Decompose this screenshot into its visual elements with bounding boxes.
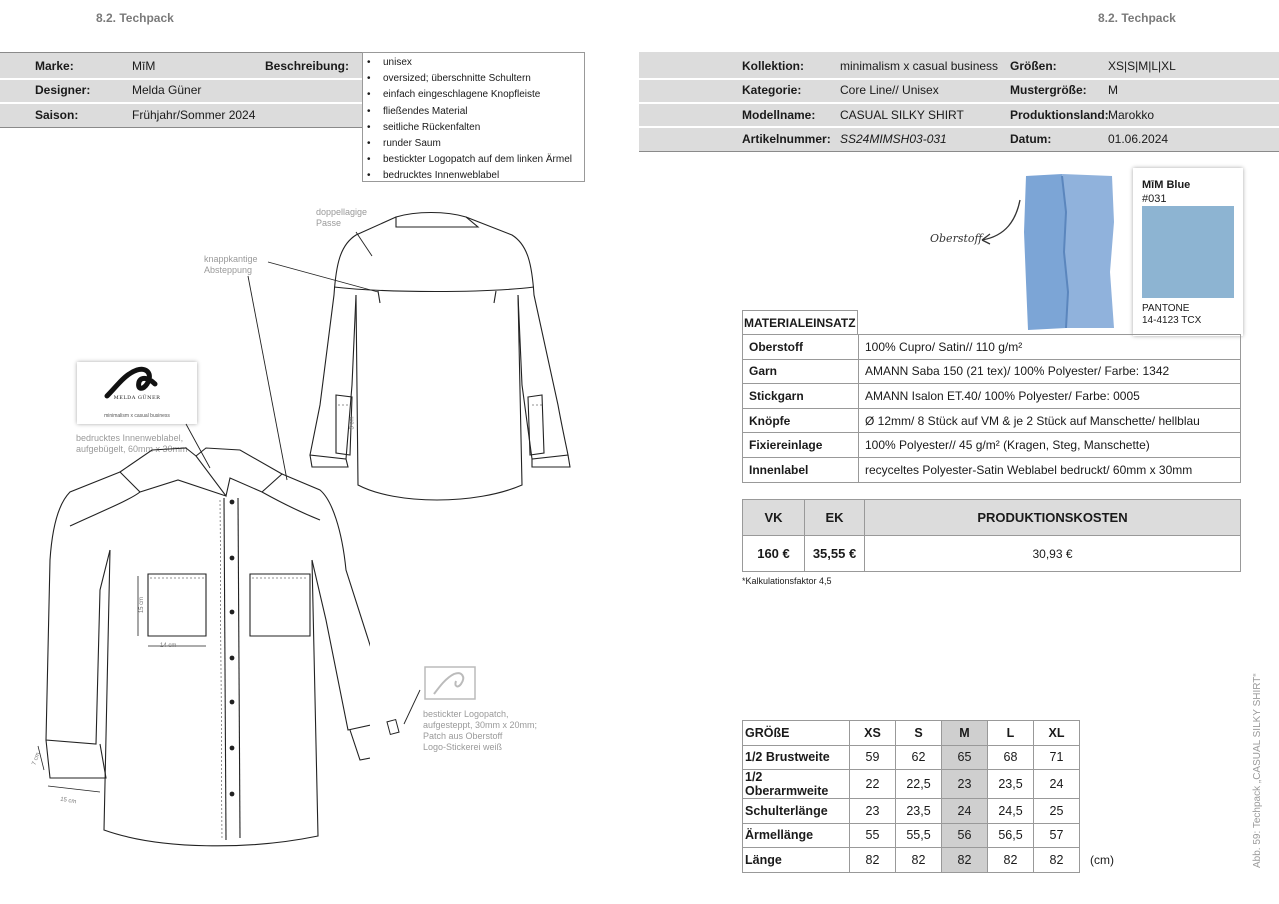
datum-value: 01.06.2024: [1108, 132, 1169, 146]
spacer: [1080, 745, 1115, 770]
dim-15: 15 cm: [139, 596, 146, 614]
size-cell: 56,5: [988, 823, 1034, 848]
size-header: GRÖßE: [743, 721, 850, 746]
size-cell: 68: [988, 745, 1034, 770]
side-caption: Abb. 59: Techpack „CASUAL SILKY SHIRT“: [1252, 673, 1263, 868]
divider: [639, 102, 1279, 104]
mustergroesse-value: M: [1108, 83, 1118, 97]
annotation-text: doppellagige: [316, 207, 368, 217]
artikelnummer-label: Artikelnummer:: [742, 132, 831, 146]
designer-value: Melda Güner: [132, 83, 202, 97]
size-cell: 57: [1034, 823, 1080, 848]
artikelnummer-value: SS24MIMSH03-031: [840, 132, 947, 146]
spacer: [1080, 721, 1115, 746]
groessen-value: XS|S|M|L|XL: [1108, 59, 1176, 73]
fabric-panel: [1024, 174, 1068, 330]
material-value: 100% Polyester// 45 g/m² (Kragen, Steg, Manschette): [859, 433, 1241, 458]
saison-value: Frühjahr/Sommer 2024: [132, 108, 256, 122]
kollektion-label: Kollektion:: [742, 59, 804, 73]
cost-note: *Kalkulationsfaktor 4,5: [742, 576, 832, 586]
color-chip: [1142, 206, 1234, 298]
beschreibung-item: • oversized; überschnitte Schultern: [367, 71, 584, 87]
cost-table: [742, 499, 1241, 572]
table-row: [743, 408, 1241, 433]
material-key: Stickgarn: [743, 384, 859, 409]
mustergroesse-label: Mustergröße:: [1010, 83, 1087, 97]
table-row: [743, 359, 1241, 384]
annotation-text: bestickter Logopatch,: [423, 709, 509, 719]
dim-15b: 15 cm: [59, 796, 77, 806]
material-key: Oberstoff: [743, 335, 859, 360]
beschreibung-item: • unisex: [367, 55, 584, 71]
material-key: Fixiereinlage: [743, 433, 859, 458]
designer-label: Designer:: [35, 83, 91, 97]
table-row: [743, 770, 1115, 799]
table-row: [743, 433, 1241, 458]
size-header: M: [942, 721, 988, 746]
modellname-value: CASUAL SILKY SHIRT: [840, 108, 964, 122]
vk-header: VK: [743, 500, 805, 536]
page-header-left: 8.2. Techpack: [96, 11, 174, 25]
datum-label: Datum:: [1010, 132, 1052, 146]
pantone-code: 14-4123 TCX: [1142, 315, 1202, 326]
ek-header: EK: [805, 500, 865, 536]
brand-name: MELDA GÜNER: [113, 395, 161, 401]
material-key: Garn: [743, 359, 859, 384]
table-row: [743, 384, 1241, 409]
fabric-sample: [1022, 172, 1118, 330]
spacer: [1080, 770, 1115, 799]
table-row: [743, 335, 1241, 360]
material-key: Knöpfe: [743, 408, 859, 433]
size-cell: 23: [942, 770, 988, 799]
table-row: [743, 721, 1115, 746]
produktionskosten-header: PRODUKTIONSKOSTEN: [865, 500, 1241, 536]
material-value: 100% Cupro/ Satin// 110 g/m²: [859, 335, 1241, 360]
size-key: Ärmellänge: [743, 823, 850, 848]
marke-value: MīM: [132, 59, 156, 73]
spacer: [1080, 823, 1115, 848]
annotation-text: bedrucktes Innenweblabel,: [76, 433, 184, 443]
brand-tagline: minimalism x casual business: [104, 413, 170, 419]
table-row: [743, 536, 1241, 572]
beschreibung-item: • bedrucktes Innenweblabel: [367, 168, 584, 184]
produktionsland-value: Marokko: [1108, 108, 1155, 122]
size-cell: 82: [896, 848, 942, 873]
saison-label: Saison:: [35, 108, 79, 122]
spacer: [1080, 799, 1115, 824]
arrow-icon: [976, 196, 1026, 248]
marke-label: Marke:: [35, 59, 74, 73]
material-value: AMANN Isalon ET.40/ 100% Polyester/ Farbe: 0005: [859, 384, 1241, 409]
size-cell: 59: [850, 745, 896, 770]
annotation-text: Logo-Stickerei weiß: [423, 742, 503, 752]
size-cell: 24: [1034, 770, 1080, 799]
size-cell: 24: [942, 799, 988, 824]
annotation-text: Absteppung: [204, 265, 253, 275]
annotation-text: aufgebügelt, 60mm x 30mm: [76, 444, 188, 454]
size-cell: 23,5: [988, 770, 1034, 799]
size-cell: 22: [850, 770, 896, 799]
size-header: XL: [1034, 721, 1080, 746]
size-header: XS: [850, 721, 896, 746]
fabric-label: Oberstoff: [930, 232, 983, 245]
color-code: #031: [1142, 193, 1167, 205]
table-row: [743, 457, 1241, 482]
size-cell: 23: [850, 799, 896, 824]
size-header: L: [988, 721, 1034, 746]
material-title: MATERIALEINSATZ: [742, 310, 858, 334]
divider: [639, 151, 1279, 152]
divider: [639, 78, 1279, 80]
color-card: [1133, 168, 1243, 336]
produktionsland-label: Produktionsland:: [1010, 108, 1109, 122]
size-cell: 82: [988, 848, 1034, 873]
pantone-label: PANTONE: [1142, 303, 1190, 314]
beschreibung-item: • einfach eingeschlagene Knopfleiste: [367, 87, 584, 103]
size-key: Schulterlänge: [743, 799, 850, 824]
size-cell: 65: [942, 745, 988, 770]
material-value: Ø 12mm/ 8 Stück auf VM & je 2 Stück auf Manschette/ hellblau: [859, 408, 1241, 433]
dim-14: 14 cm: [160, 643, 177, 649]
ek-value: 35,55 €: [805, 536, 865, 572]
beschreibung-label: Beschreibung:: [265, 59, 350, 73]
beschreibung-item: • fließendes Material: [367, 104, 584, 120]
fabric-panel: [1062, 174, 1114, 328]
size-cell: 71: [1034, 745, 1080, 770]
size-cell: 22,5: [896, 770, 942, 799]
size-cell: 82: [1034, 848, 1080, 873]
kollektion-value: minimalism x casual business: [840, 59, 999, 73]
size-cell: 55: [850, 823, 896, 848]
produktionskosten-value: 30,93 €: [865, 536, 1241, 572]
material-value: recyceltes Polyester-Satin Weblabel bedruckt/ 60mm x 30mm: [859, 457, 1241, 482]
size-cell: 62: [896, 745, 942, 770]
size-table: [742, 720, 1115, 873]
size-cell: 23,5: [896, 799, 942, 824]
table-row: [743, 823, 1115, 848]
dim-3: 3 cm: [349, 416, 356, 430]
size-key: 1/2 Oberarmweite: [743, 770, 850, 799]
material-table: [742, 334, 1241, 483]
size-header: S: [896, 721, 942, 746]
size-cell: 56: [942, 823, 988, 848]
table-row: [743, 500, 1241, 536]
table-row: [743, 745, 1115, 770]
size-key: 1/2 Brustweite: [743, 745, 850, 770]
groessen-label: Größen:: [1010, 59, 1057, 73]
material-value: AMANN Saba 150 (21 tex)/ 100% Polyester/ Farbe: 1342: [859, 359, 1241, 384]
size-cell: 24,5: [988, 799, 1034, 824]
size-cell: 82: [942, 848, 988, 873]
vk-value: 160 €: [743, 536, 805, 572]
page-header-right: 8.2. Techpack: [1098, 11, 1176, 25]
size-cell: 55,5: [896, 823, 942, 848]
annotation-text: knappkantige: [204, 254, 258, 264]
size-key: Länge: [743, 848, 850, 873]
divider: [639, 126, 1279, 128]
dim-7: 7 cm: [31, 751, 42, 767]
table-row: [743, 848, 1115, 873]
kategorie-label: Kategorie:: [742, 83, 802, 97]
material-key: Innenlabel: [743, 457, 859, 482]
beschreibung-item: • bestickter Logopatch auf dem linken Ärmel: [367, 152, 584, 168]
shirt-front-sketch: [30, 440, 370, 850]
annotation-text: aufgesteppt, 30mm x 20mm;: [423, 720, 538, 730]
annotation-text: Passe: [316, 218, 342, 228]
fabric-sample-image: [1022, 172, 1118, 330]
kategorie-value: Core Line// Unisex: [840, 83, 939, 97]
size-cell: 82: [850, 848, 896, 873]
size-unit: (cm): [1090, 852, 1114, 867]
size-cell: 25: [1034, 799, 1080, 824]
annotation-text: Patch aus Oberstoff: [423, 731, 503, 741]
beschreibung-item: • runder Saum: [367, 136, 584, 152]
table-row: [743, 799, 1115, 824]
beschreibung-item: • seitliche Rückenfalten: [367, 120, 584, 136]
color-title: MīM Blue: [1142, 179, 1191, 191]
modellname-label: Modellname:: [742, 108, 816, 122]
